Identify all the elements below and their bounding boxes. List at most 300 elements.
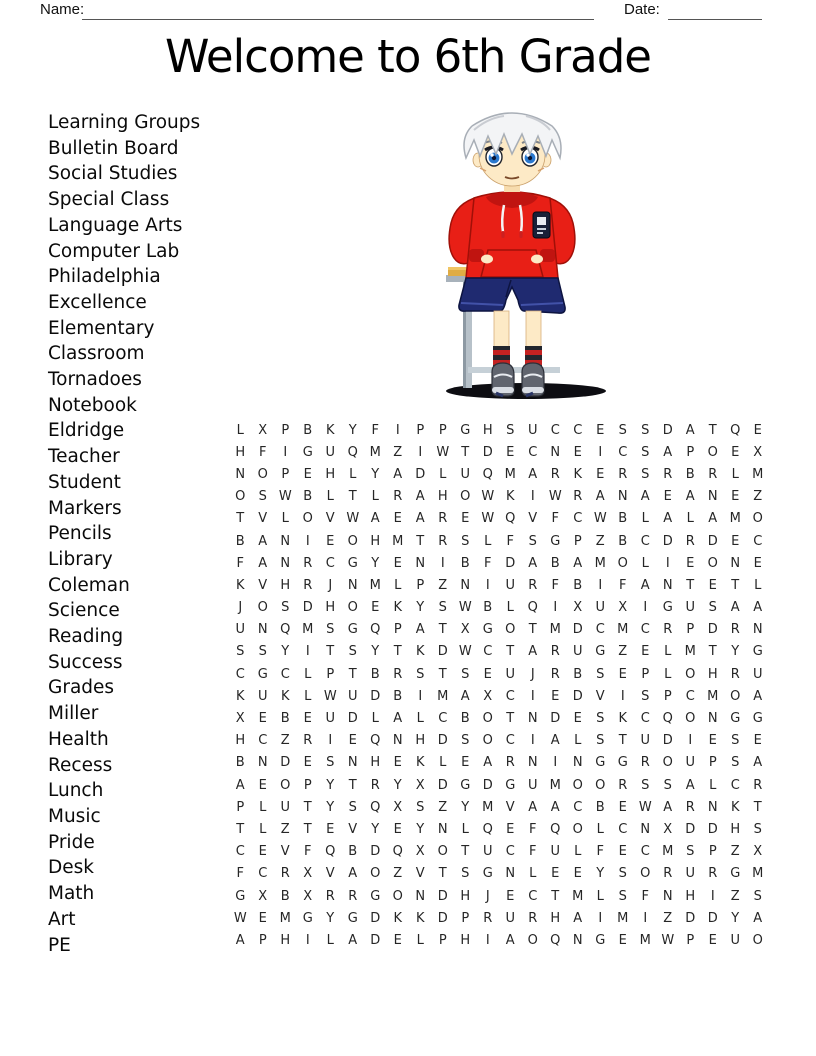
grid-letter: C [573,511,583,527]
grid-letter: D [482,777,493,793]
grid-letter: F [551,511,559,527]
grid-letter: I [440,555,445,571]
grid-letter: C [550,422,560,438]
grid-letter: I [643,910,648,926]
grid-letter: Z [438,577,448,593]
grid-letter: A [640,489,650,505]
grid-letter: D [437,910,448,926]
grid-letter: D [437,888,448,904]
grid-letter: L [416,711,424,727]
grid-letter: E [708,932,717,948]
grid-letter: Q [280,622,291,638]
grid-letter: Q [550,821,561,837]
grid-letter: L [641,511,649,527]
grid-letter: A [753,600,763,616]
grid-letter: S [618,888,627,904]
grid-letter: E [573,866,582,882]
grid-letter: F [529,821,537,837]
grid-letter: O [482,711,493,727]
grid-letter: R [708,866,718,882]
grid-letter: Y [348,422,357,438]
grid-letter: Z [280,821,290,837]
grid-letter: W [593,511,607,527]
grid-letter: C [280,666,290,682]
grid-letter: U [685,755,695,771]
word-search-grid [229,419,769,952]
grid-letter: E [258,910,267,926]
grid-letter: Z [595,533,605,549]
grid-letter: J [328,577,333,593]
grid-letter: N [280,533,291,549]
grid-letter: L [484,533,492,549]
grid-letter: F [304,844,312,860]
grid-letter: U [505,910,515,926]
grid-letter: D [437,733,448,749]
grid-letter: C [258,866,268,882]
grid-letter: M [572,888,584,904]
grid-letter: R [483,910,493,926]
grid-letter: D [347,711,358,727]
word-list [48,110,200,958]
grid-letter: F [641,888,649,904]
grid-letter: V [415,866,425,882]
grid-letter: V [325,511,335,527]
grid-letter: Z [730,888,740,904]
grid-letter: N [505,866,516,882]
grid-letter: B [280,711,290,727]
grid-letter: L [686,511,694,527]
grid-letter: A [573,910,583,926]
grid-letter: Z [393,444,403,460]
grid-letter: R [348,888,358,904]
grid-letter: K [393,600,403,616]
grid-letter: R [708,466,718,482]
grid-letter: T [236,821,245,837]
grid-letter: R [303,555,313,571]
grid-letter: I [598,577,603,593]
word-list-item: Student [48,471,121,493]
grid-letter: I [643,600,648,616]
word-list-item: Art [48,908,76,930]
grid-letter: O [707,444,718,460]
grid-letter: A [753,688,763,704]
grid-letter: O [730,688,741,704]
grid-letter: B [685,466,695,482]
grid-letter: R [393,489,403,505]
grid-letter: R [685,799,695,815]
grid-letter: T [393,644,402,660]
grid-letter: I [485,932,490,948]
grid-letter: W [661,932,675,948]
grid-letter: A [528,799,538,815]
grid-letter: A [415,511,425,527]
grid-letter: D [370,688,381,704]
grid-letter: L [326,489,334,505]
grid-letter: R [280,866,290,882]
grid-letter: Q [730,422,741,438]
grid-letter: J [238,600,243,616]
grid-letter: I [710,888,715,904]
grid-letter: R [663,866,673,882]
grid-letter: A [528,466,538,482]
grid-letter: A [595,489,605,505]
grid-letter: T [753,799,762,815]
grid-letter: N [437,821,448,837]
word-list-item: Markers [48,497,122,519]
grid-letter: N [640,821,651,837]
grid-letter: E [303,711,312,727]
grid-letter: A [235,932,245,948]
word-list-item: Computer Lab [48,240,180,262]
grid-letter: A [663,444,673,460]
grid-letter: M [549,777,561,793]
grid-letter: M [707,688,719,704]
grid-letter: N [662,577,673,593]
word-list-item: Grades [48,677,115,699]
grid-letter: A [258,533,268,549]
grid-letter: Q [550,932,561,948]
grid-letter: I [418,688,423,704]
grid-letter: N [707,711,718,727]
name-label: Name: [40,1,85,18]
grid-letter: P [573,533,582,549]
grid-letter: A [640,577,650,593]
grid-letter: F [619,577,627,593]
grid-letter: U [595,600,605,616]
grid-letter: T [438,866,447,882]
grid-letter: A [415,622,425,638]
grid-letter: I [598,444,603,460]
grid-letter: T [731,577,740,593]
grid-letter: Q [505,511,516,527]
chest-badge [533,212,550,238]
grid-letter: G [730,866,741,882]
grid-letter: X [258,888,268,904]
boy-illustration [408,100,628,402]
grid-letter: X [460,622,470,638]
grid-letter: P [416,422,425,438]
word-list-item: Learning Groups [48,112,201,133]
grid-letter: M [302,622,314,638]
grid-letter: X [415,844,425,860]
grid-letter: H [437,489,448,505]
grid-letter: S [506,422,515,438]
grid-letter: O [617,555,628,571]
grid-letter: X [483,688,493,704]
grid-letter: S [596,666,605,682]
grid-letter: B [573,577,583,593]
grid-letter: E [618,932,627,948]
grid-letter: R [550,666,560,682]
grid-letter: T [303,821,312,837]
grid-letter: V [280,844,290,860]
grid-letter: E [573,711,582,727]
grid-letter: O [437,844,448,860]
grid-letter: R [528,577,538,593]
grid-letter: U [347,688,358,704]
grid-letter: S [416,799,425,815]
grid-letter: T [506,711,515,727]
grid-letter: X [663,821,673,837]
word-list-item: Classroom [48,343,145,365]
grid-letter: D [707,622,718,638]
grid-letter: O [257,466,268,482]
grid-letter: S [686,844,695,860]
grid-letter: E [326,533,335,549]
grid-letter: W [323,688,337,704]
grid-letter: V [528,511,538,527]
grid-letter: C [528,444,538,460]
grid-letter: R [505,755,515,771]
grid-letter: X [303,888,313,904]
grid-letter: D [370,910,381,926]
grid-letter: A [235,777,245,793]
grid-letter: R [303,577,313,593]
word-list-item: Success [48,651,123,673]
grid-letter: S [461,533,470,549]
grid-letter: K [325,422,335,438]
grid-letter: N [347,755,358,771]
grid-letter: E [663,489,672,505]
grid-letter: S [663,777,672,793]
grid-letter: A [258,555,268,571]
grid-letter: I [395,422,400,438]
grid-letter: G [595,932,606,948]
word-list-item: Teacher [48,446,120,468]
grid-letter: Q [482,821,493,837]
grid-letter: C [640,533,650,549]
grid-letter: E [618,666,627,682]
grid-letter: D [662,533,673,549]
grid-letter: N [392,733,403,749]
grid-letter: S [753,821,762,837]
grid-letter: S [258,489,267,505]
grid-letter: Y [371,466,380,482]
grid-letter: A [685,489,695,505]
grid-letter: C [685,688,695,704]
grid-letter: C [505,733,515,749]
grid-letter: L [281,511,289,527]
word-list-item: Tornadoes [48,369,142,391]
grid-letter: P [663,688,672,704]
grid-letter: F [506,533,514,549]
grid-letter: S [348,644,357,660]
grid-letter: P [281,466,290,482]
grid-letter: L [664,666,672,682]
grid-letter: B [460,555,470,571]
grid-letter: E [731,533,740,549]
grid-letter: P [686,444,695,460]
grid-letter: P [641,666,650,682]
grid-letter: S [641,777,650,793]
word-list-item: Philadelphia [48,266,161,288]
grid-letter: U [572,644,583,660]
word-list-item: Social Studies [48,163,178,185]
grid-letter: Y [416,821,425,837]
grid-letter: Q [662,711,673,727]
grid-letter: O [347,600,358,616]
grid-letter: U [685,866,695,882]
grid-letter: R [528,910,538,926]
grid-letter: G [302,444,313,460]
grid-letter: Y [281,644,290,660]
name-input-line[interactable] [82,18,594,20]
grid-letter: H [235,444,246,460]
grid-letter: Y [326,777,335,793]
grid-letter: A [753,910,763,926]
grid-letter: K [618,711,628,727]
grid-letter: R [753,777,763,793]
grid-letter: F [371,422,379,438]
grid-letter: G [235,888,246,904]
grid-letter: E [393,511,402,527]
grid-letter: R [550,466,560,482]
grid-letter: H [460,888,471,904]
grid-letter: I [283,444,288,460]
grid-letter: X [303,866,313,882]
grid-letter: U [685,600,695,616]
grid-letter: V [348,821,358,837]
grid-letter: E [303,755,312,771]
grid-letter: Y [731,644,740,660]
grid-letter: N [415,555,426,571]
grid-letter: C [618,444,628,460]
grid-letter: A [753,755,763,771]
grid-letter: E [596,466,605,482]
grid-letter: U [752,666,763,682]
grid-letter: A [460,688,470,704]
grid-letter: C [618,821,628,837]
grid-letter: O [280,777,291,793]
grid-letter: O [752,932,763,948]
grid-letter: S [641,688,650,704]
grid-letter: V [595,688,605,704]
grid-letter: G [347,622,358,638]
grid-letter: U [550,844,560,860]
grid-letter: C [753,533,763,549]
grid-letter: P [438,932,447,948]
grid-letter: L [259,799,267,815]
word-list-item: Eldridge [48,420,125,442]
grid-letter: S [461,666,470,682]
grid-letter: L [304,666,312,682]
grid-letter: H [235,733,246,749]
grid-letter: X [258,422,268,438]
grid-letter: D [437,644,448,660]
grid-letter: L [259,821,267,837]
grid-letter: C [573,799,583,815]
grid-letter: O [685,711,696,727]
grid-letter: U [527,777,538,793]
date-input-line[interactable] [668,18,762,20]
grid-letter: A [663,799,673,815]
grid-letter: O [752,511,763,527]
grid-letter: P [326,666,335,682]
grid-letter: S [348,799,357,815]
shorts [459,278,565,313]
grid-letter: Q [370,622,381,638]
grid-letter: B [303,489,313,505]
grid-letter: B [573,666,583,682]
grid-letter: Q [347,444,358,460]
grid-letter: W [233,910,247,926]
grid-letter: F [551,577,559,593]
grid-letter: R [573,489,583,505]
grid-letter: H [730,821,741,837]
grid-letter: G [460,422,471,438]
grid-letter: X [618,600,628,616]
grid-letter: D [685,821,696,837]
grid-letter: E [326,821,335,837]
grid-letter: R [370,777,380,793]
grid-letter: S [258,644,267,660]
grid-letter: M [617,622,629,638]
word-list-item: Reading [48,626,124,648]
grid-letter: M [279,910,291,926]
word-list-item: Miller [48,703,99,725]
grid-letter: N [527,755,538,771]
grid-letter: U [527,422,538,438]
grid-letter: I [328,733,333,749]
grid-letter: D [415,466,426,482]
grid-letter: X [753,444,763,460]
grid-letter: C [483,644,493,660]
grid-letter: V [258,577,268,593]
grid-letter: B [460,711,470,727]
grid-letter: O [707,555,718,571]
grid-letter: O [370,866,381,882]
grid-letter: P [708,844,717,860]
grid-letter: D [707,821,718,837]
grid-letter: E [461,755,470,771]
grid-letter: B [280,888,290,904]
grid-letter: E [393,821,402,837]
grid-letter: U [730,932,740,948]
grid-letter: T [348,489,357,505]
grid-letter: D [572,622,583,638]
grid-letter: B [235,533,245,549]
grid-letter: H [325,466,336,482]
grid-letter: K [235,688,245,704]
grid-letter: R [640,755,650,771]
grid-letter: I [620,688,625,704]
grid-letter: N [460,577,471,593]
grid-letter: A [348,932,358,948]
grid-letter: N [752,622,763,638]
word-list-item: Notebook [48,394,137,416]
grid-letter: M [504,466,516,482]
grid-letter: W [481,511,495,527]
grid-letter: U [482,844,493,860]
grid-letter: O [460,489,471,505]
grid-letter: S [641,466,650,482]
grid-letter: E [731,489,740,505]
grid-letter: U [640,733,650,749]
grid-letter: I [665,555,670,571]
grid-letter: E [506,821,515,837]
grid-letter: G [730,711,741,727]
grid-letter: T [686,577,695,593]
grid-letter: V [258,511,268,527]
grid-letter: O [302,511,313,527]
grid-letter: D [662,422,673,438]
word-list-item: PE [48,934,71,956]
grid-letter: T [348,777,357,793]
grid-letter: G [347,555,358,571]
word-list-item: Bulletin Board [48,137,179,159]
grid-letter: Q [370,733,381,749]
grid-letter: U [505,577,515,593]
